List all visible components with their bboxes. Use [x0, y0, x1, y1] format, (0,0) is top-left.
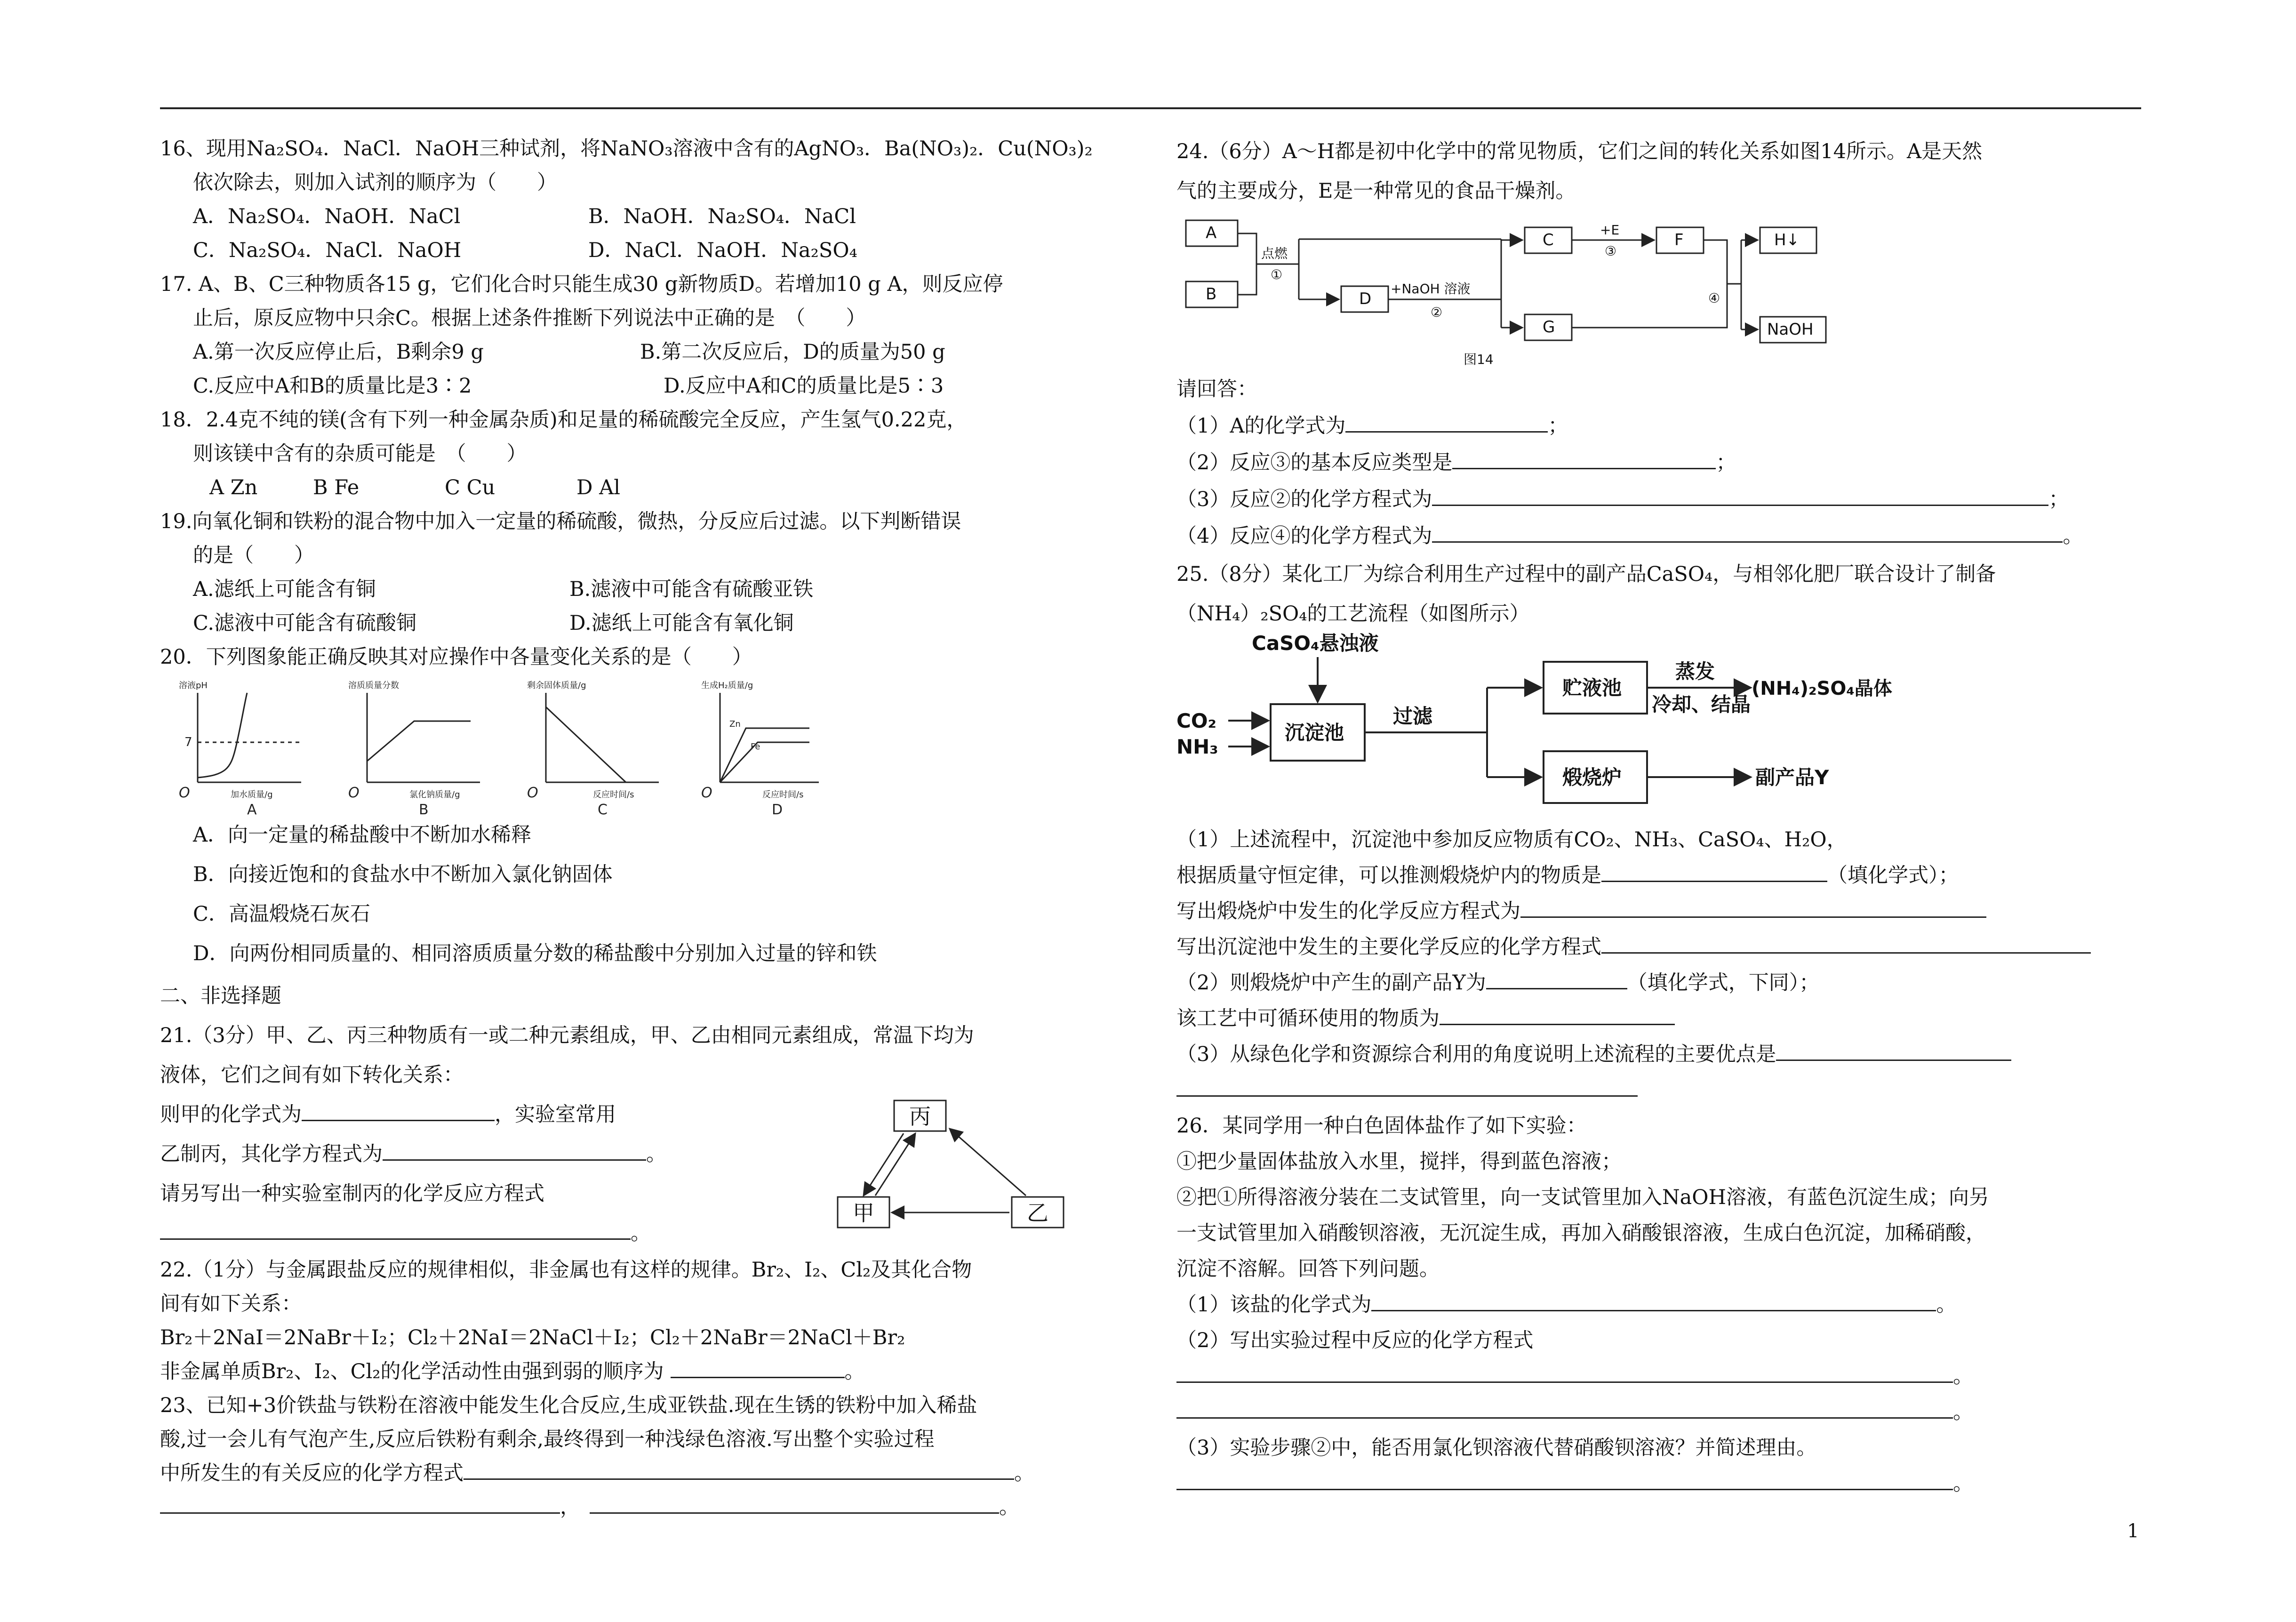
graph-c-curve	[546, 707, 626, 782]
q25-stem-2: （NH₄）₂SO₄的工艺流程（如图所示）	[1176, 602, 1530, 626]
q24-end-4: 。	[2063, 524, 2083, 548]
q16-option-b: B．NaOH．Na₂SO₄．NaCl	[588, 205, 856, 228]
q25-blank-furnace[interactable]	[1601, 860, 1827, 882]
label-byproduct: 副产品Y	[1755, 766, 1829, 789]
q17-stem-1: 17. A、B、C三种物质各15 g，它们化合时只能生成30 g新物质D。若增加10 g A，则反应停	[160, 273, 1003, 296]
q26-blank-2b[interactable]	[1176, 1397, 1953, 1419]
label-naoh: NaOH	[1767, 320, 1814, 339]
q21-prompt-jia: 则甲的化学式为	[160, 1103, 302, 1126]
q21-period-1: 。	[646, 1142, 666, 1166]
q17-option-c: C.反应中A和B的质量比是3∶2	[193, 374, 472, 398]
label-plus-e: +E	[1600, 222, 1620, 238]
q19-option-c: C.滤液中可能含有硫酸铜	[193, 611, 417, 635]
label-c: C	[1543, 231, 1554, 249]
question-24	[1176, 132, 2146, 554]
q21-stem-2: 液体，它们之间有如下转化关系：	[160, 1063, 464, 1087]
q23-blank-1[interactable]	[464, 1458, 1014, 1480]
q21-blank-eq[interactable]	[383, 1139, 646, 1161]
q17-option-d: D.反应中A和C的质量比是5∶3	[664, 374, 944, 398]
q24-diagram	[1176, 211, 1835, 371]
q24-prompt-1: （1）A的化学式为	[1176, 414, 1346, 438]
graph-d-zn-line	[720, 728, 809, 782]
q23-line-3	[160, 1456, 1139, 1490]
q16-options-2	[160, 233, 1139, 267]
q18-option-b: B Fe	[313, 476, 360, 499]
q26-answer-2-line-1	[1176, 1358, 2146, 1394]
q20-option-d: D．向两份相同质量的、相同溶质质量分数的稀盐酸中分别加入过量的锌和铁	[193, 942, 877, 965]
graph-a-letter: A	[247, 802, 257, 818]
q25-prompt-eq1: 写出煅烧炉中发生的化学反应方程式为	[1176, 899, 1520, 923]
graph-a-xlabel: 加水质量/g	[231, 790, 273, 800]
q25-blank-green-1[interactable]	[1776, 1039, 2011, 1061]
graph-d-fe-line	[720, 742, 809, 782]
q25-stem-1: 25.（8分）某化工厂为综合利用生产过程中的副产品CaSO₄，与相邻化肥厂联合设计了制备	[1176, 562, 1996, 586]
label-r4: ④	[1708, 290, 1720, 306]
q24-stem-1: 24.（6分）A～H都是初中化学中的常见物质，它们之间的转化关系如图14所示。A是天然	[1176, 140, 1983, 163]
q17-stem-2: 止后，原反应物中只余C。根据上述条件推断下列说法中正确的是 （ ）	[193, 306, 866, 330]
graph-c-origin: O	[527, 785, 538, 801]
graph-b-ylabel: 溶质质量分数	[348, 681, 399, 691]
q22-period: 。	[844, 1360, 865, 1383]
ab-bracket	[1238, 233, 1256, 295]
label-filter: 过滤	[1393, 705, 1433, 728]
label-r3: ③	[1605, 243, 1617, 259]
label-product: (NH₄)₂SO₄晶体	[1752, 678, 1892, 699]
q25-note-1: （填化学式）；	[1827, 864, 1959, 887]
label-caso4: CaSO₄悬浊液	[1252, 632, 1379, 655]
q25-line-8	[1176, 1072, 2146, 1108]
graph-b-letter: B	[419, 802, 429, 818]
q24-answer-4	[1176, 518, 2146, 554]
question-18	[160, 403, 1139, 505]
question-20	[160, 640, 1139, 973]
q23-period-1: 。	[1014, 1461, 1034, 1485]
graph-b-xlabel: 氯化钠质量/g	[409, 790, 460, 800]
q25-line-7	[1176, 1036, 2146, 1072]
q26-answer-2-line-2	[1176, 1394, 2146, 1430]
q21-diagram	[828, 1096, 1073, 1237]
q16-option-c: C．Na₂SO₄．NaCl．NaOH	[193, 239, 462, 262]
q25-blank-cycle[interactable]	[1440, 1003, 1675, 1025]
q17-option-a: A.第一次反应停止后，B剩余9 g	[193, 340, 484, 364]
q25-line-5	[1176, 965, 2146, 1001]
q25-line-4	[1176, 929, 2146, 965]
q26-blank-3[interactable]	[1176, 1468, 1953, 1490]
label-co2: CO₂	[1176, 709, 1216, 732]
q23-blank-3[interactable]	[590, 1492, 999, 1514]
q18-option-d: D Al	[576, 476, 620, 499]
graph-c-ylabel: 剩余固体质量/g	[527, 681, 586, 691]
graph-a-origin: O	[179, 785, 190, 801]
q21-arrow-jia-bing	[875, 1133, 915, 1196]
q25-line-6	[1176, 1001, 2146, 1036]
right-column	[1176, 132, 2146, 1502]
q23-stem-1: 23、已知+3价铁盐与铁粉在溶液中能发生化合反应,生成亚铁盐.现在生锈的铁粉中加入稀盐	[160, 1394, 977, 1417]
q25-part-1: （1）上述流程中，沉淀池中参加反应物质有CO₂、NH₃、CaSO₄、H₂O，	[1176, 828, 1847, 851]
q23-comma: ，	[560, 1495, 580, 1519]
q24-answer-1	[1176, 408, 2146, 444]
graph-d-fe-label: Fe	[751, 742, 760, 752]
q23-stem-2: 酸,过一会儿有气泡产生,反应后铁粉有剩余,最终得到一种浅绿色溶液.写出整个实验过程	[160, 1428, 935, 1451]
label-evap: 蒸发	[1675, 660, 1715, 683]
q19-stem-1: 19.向氧化铜和铁粉的混合物中加入一定量的稀硫酸，微热，分反应后过滤。以下判断错误	[160, 510, 961, 533]
q25-line-3	[1176, 893, 2146, 929]
q24-end-3: ；	[2048, 488, 2069, 511]
q21-period-2: 。	[631, 1221, 651, 1245]
label-cool: 冷却、结晶	[1652, 693, 1751, 716]
label-b: B	[1206, 285, 1217, 304]
q24-prompt-3: （3）反应②的化学方程式为	[1176, 488, 1432, 511]
q25-prompt-furnace: 根据质量守恒定律，可以推测煅烧炉内的物质是	[1176, 864, 1601, 887]
q23-prompt: 中所发生的有关反应的化学方程式	[160, 1461, 464, 1485]
q26-end-2b: 。	[1953, 1400, 1973, 1424]
label-tank: 沉淀池	[1285, 721, 1344, 744]
q18-option-c: C Cu	[445, 476, 496, 499]
q20-option-a: A．向一定量的稀盐酸中不断加水稀释	[193, 823, 532, 847]
q18-option-a: A Zn	[209, 476, 258, 499]
q24-blank-1[interactable]	[1345, 410, 1548, 433]
q21-arrow-bing-jia	[864, 1133, 904, 1196]
graph-d-ylabel: 生成H₂质量/g	[701, 681, 753, 691]
q25-prompt-cycle: 该工艺中可循环使用的物质为	[1176, 1007, 1440, 1030]
q22-prompt: 非金属单质Br₂、I₂、Cl₂的化学活动性由强到弱的顺序为	[160, 1360, 664, 1383]
question-21	[160, 1016, 1139, 1253]
label-a: A	[1206, 224, 1217, 242]
label-g: G	[1543, 318, 1555, 337]
section-heading: 二、非选择题	[160, 984, 281, 1008]
q25-flowchart	[1176, 632, 1892, 822]
q26-answer-3: （3）实验步骤②中，能否用氯化钡溶液代替硝酸钡溶液？并简述理由。	[1176, 1436, 1817, 1460]
q26-stem-4: 一支试管里加入硝酸钡溶液，无沉淀生成，再加入硝酸银溶液，生成白色沉淀，加稀硝酸，	[1176, 1221, 1986, 1245]
q21-line-5: 请另写出一种实验室制丙的化学反应方程式	[160, 1182, 544, 1205]
q25-prompt-green: （3）从绿色化学和资源综合利用的角度说明上述流程的主要优点是	[1176, 1043, 1776, 1066]
q18-options	[160, 471, 1139, 505]
q17-option-b: B.第二次反应后，D的质量为50 g	[640, 340, 945, 364]
q24-ask: 请回答：	[1176, 377, 1257, 401]
q22-line-4	[160, 1355, 1139, 1389]
q24-prompt-2: （2）反应③的基本反应类型是	[1176, 451, 1453, 474]
q19-option-d: D.滤纸上可能含有氧化铜	[569, 611, 794, 635]
q26-stem-3: ②把①所得溶液分装在二支试管里，向一支试管里加入NaOH溶液，有蓝色沉淀生成；向另	[1176, 1186, 1990, 1209]
graph-d-xlabel: 反应时间/s	[762, 790, 804, 800]
graph-b-origin: O	[348, 785, 360, 801]
q25-note-2: （填化学式，下同）；	[1627, 971, 1820, 995]
graph-c	[546, 693, 659, 782]
q17-options-1	[160, 335, 1139, 369]
q20-option-b: B．向接近饱和的食盐水中不断加入氯化钠固体	[193, 863, 613, 886]
q22-blank[interactable]	[671, 1356, 845, 1378]
q16-stem-1: 16、现用Na₂SO₄．NaCl．NaOH三种试剂，将NaNO₃溶液中含有的AgNO₃．Ba(NO₃)₂．Cu(NO₃)₂	[160, 137, 1093, 161]
q21-label-jia: 甲	[853, 1200, 874, 1226]
q24-prompt-4: （4）反应④的化学方程式为	[1176, 524, 1432, 548]
q21-blank-other[interactable]	[160, 1218, 631, 1240]
question-19	[160, 505, 1139, 640]
q26-answer-1	[1176, 1287, 2146, 1323]
q24-blank-3[interactable]	[1432, 484, 2048, 506]
q26-end-2a: 。	[1953, 1365, 1973, 1388]
q22-stem-2: 间有如下关系：	[160, 1292, 302, 1316]
graph-a-ylabel: 溶液pH	[179, 681, 208, 691]
question-26	[1176, 1108, 2146, 1502]
question-16	[160, 132, 1139, 267]
q23-blank-2[interactable]	[160, 1492, 560, 1514]
q16-stem-2: 依次除去，则加入试剂的顺序为（ ）	[193, 171, 557, 194]
graph-c-letter: C	[598, 802, 608, 818]
graph-c-xlabel: 反应时间/s	[593, 790, 634, 800]
q16-option-d: D．NaCl．NaOH．Na₂SO₄	[588, 239, 857, 262]
q26-stem-5: 沉淀不溶解。回答下列问题。	[1176, 1257, 1440, 1281]
q24-end-2: ；	[1716, 451, 1736, 474]
graph-b	[367, 693, 480, 782]
label-ignite: 点燃	[1261, 246, 1288, 261]
q24-answer-3	[1176, 481, 2146, 518]
q26-blank-1[interactable]	[1371, 1289, 1936, 1311]
q21-blank-jia[interactable]	[302, 1099, 495, 1121]
graph-a-curve	[198, 693, 247, 778]
q19-option-a: A.滤纸上可能含有铜	[193, 578, 376, 601]
graph-d-origin: O	[701, 785, 712, 801]
q25-blank-eq1[interactable]	[1520, 896, 1986, 918]
question-25	[1176, 554, 2146, 1108]
q25-prompt-eq2: 写出沉淀池中发生的主要化学反应的化学方程式	[1176, 935, 1601, 959]
q22-stem-1: 22.（1分）与金属跟盐反应的规律相似，非金属也有这样的规律。Br₂、I₂、Cl₂及其化合物	[160, 1258, 972, 1282]
graph-b-curve	[367, 721, 471, 761]
question-17	[160, 267, 1139, 403]
q20-stem: 20．下列图象能正确反映其对应操作中各量变化关系的是（ ）	[160, 645, 752, 669]
q19-option-b: B.滤液中可能含有硫酸亚铁	[569, 578, 814, 601]
label-f: F	[1674, 231, 1684, 249]
q26-end-1: 。	[1936, 1293, 1957, 1317]
q25-blank-eq2[interactable]	[1601, 931, 2091, 954]
header-rule	[160, 107, 2141, 109]
q24-blank-4[interactable]	[1432, 521, 2063, 543]
graph-d-letter: D	[772, 802, 783, 818]
label-r2: ②	[1431, 305, 1443, 320]
q17-options-2	[160, 369, 1139, 403]
q21-label-yi: 乙	[1027, 1200, 1048, 1226]
q26-answer-3-line	[1176, 1466, 2146, 1502]
q26-blank-2a[interactable]	[1176, 1361, 1953, 1383]
q16-option-a: A．Na₂SO₄．NaOH．NaCl	[193, 205, 461, 228]
q21-prompt-lab: ，实验室常用	[495, 1103, 616, 1126]
q26-end-3: 。	[1953, 1472, 1973, 1495]
label-r1: ①	[1271, 267, 1283, 282]
q26-prompt-1: （1）该盐的化学式为	[1176, 1293, 1372, 1317]
q19-stem-2: 的是（ ）	[193, 544, 314, 567]
q23-line-4	[160, 1490, 1139, 1524]
q24-blank-2[interactable]	[1452, 447, 1716, 469]
q20-option-c: C．高温煅烧石灰石	[193, 902, 370, 926]
label-nh3: NH₃	[1176, 735, 1218, 758]
label-naoh-sol: +NaOH 溶液	[1391, 281, 1471, 297]
q19-options-1	[160, 572, 1139, 606]
q25-prompt-y: （2）则煅烧炉中产生的副产品Y为	[1176, 971, 1486, 995]
q26-stem-1: 26．某同学用一种白色固体盐作了如下实验：	[1176, 1114, 1587, 1138]
question-22	[160, 1253, 1139, 1389]
q25-line-2	[1176, 858, 2146, 893]
q24-end-1: ；	[1548, 414, 1568, 438]
q21-arrow-yi-bing	[950, 1129, 1026, 1196]
q26-stem-2: ①把少量固体盐放入水里，搅拌，得到蓝色溶液；	[1176, 1150, 1622, 1173]
graph-a-mark: 7	[184, 735, 192, 749]
q25-blank-green-2[interactable]	[1176, 1075, 1638, 1097]
label-h: H↓	[1774, 231, 1800, 249]
diagram-caption: 图14	[1464, 352, 1494, 367]
q18-stem-2: 则该镁中含有的杂质可能是 （ ）	[193, 442, 527, 466]
q21-stem-1: 21.（3分）甲、乙、丙三种物质有一或二种元素组成，甲、乙由相同元素组成，常温下均为	[160, 1024, 974, 1047]
graph-a	[198, 693, 301, 782]
q24-stem-2: 气的主要成分，E是一种常见的食品干燥剂。	[1176, 179, 1576, 203]
q21-label-bing: 丙	[909, 1104, 931, 1129]
q16-options-1	[160, 200, 1139, 233]
q19-options-2	[160, 606, 1139, 640]
q24-answer-2	[1176, 444, 2146, 481]
question-23	[160, 1389, 1139, 1524]
q18-stem-1: 18．2.4克不纯的镁(含有下列一种金属杂质)和足量的稀硫酸完全反应，产生氢气0.22克，	[160, 408, 967, 432]
q21-prompt-eq: 乙制丙，其化学方程式为	[160, 1142, 383, 1166]
graph-d-zn-label: Zn	[729, 719, 741, 729]
q20-graphs	[160, 674, 819, 818]
q25-blank-y[interactable]	[1486, 967, 1627, 989]
label-d: D	[1359, 289, 1372, 308]
graph-d	[720, 693, 819, 782]
q22-equations: Br₂＋2NaI＝2NaBr＋I₂；Cl₂＋2NaI＝2NaCl＋I₂；Cl₂＋2NaBr＝2NaCl＋Br₂	[160, 1326, 905, 1349]
q26-answer-2: （2）写出实验过程中反应的化学方程式	[1176, 1329, 1534, 1352]
q23-period-2: 。	[999, 1495, 1019, 1519]
left-column	[160, 132, 1139, 1524]
label-store: 贮液池	[1562, 676, 1622, 699]
label-furnace: 煅烧炉	[1562, 766, 1622, 789]
page-number: 1	[2127, 1520, 2139, 1542]
